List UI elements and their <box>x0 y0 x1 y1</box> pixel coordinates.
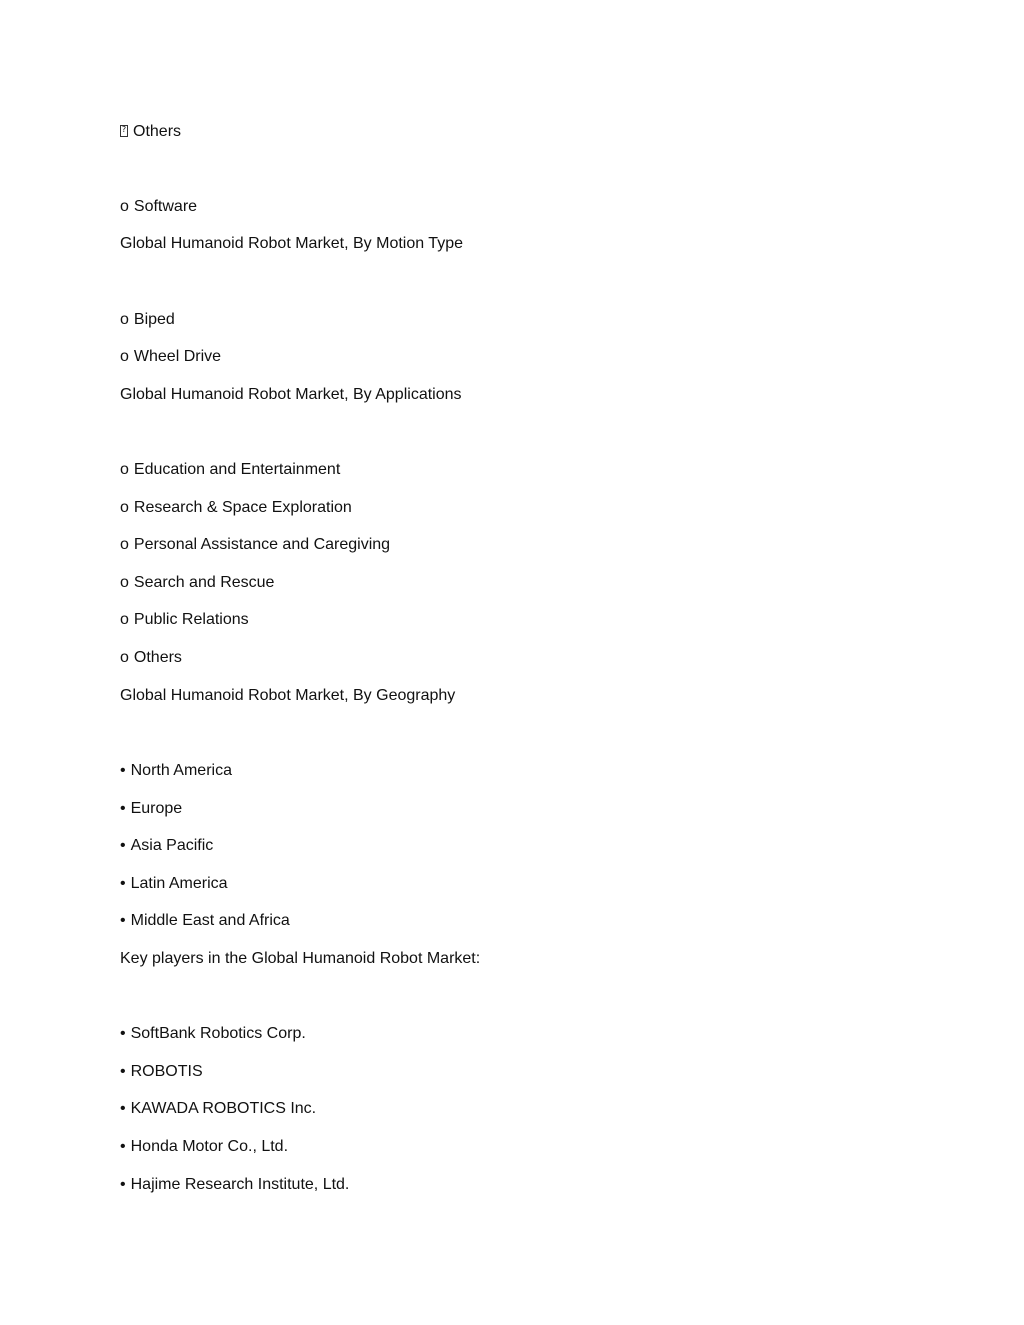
list-item-biped <box>120 310 175 330</box>
list-item-asia-pacific <box>120 836 213 856</box>
list-item-text: North America <box>130 762 232 779</box>
bullet: • <box>120 837 126 854</box>
bullet: • <box>120 1063 126 1080</box>
list-item-text: Asia Pacific <box>130 837 214 854</box>
list-item-text: Honda Motor Co., Ltd. <box>130 1138 289 1155</box>
list-item-text: Europe <box>130 800 183 817</box>
list-item-middle-east-africa <box>120 911 290 931</box>
bullet: • <box>120 1176 126 1193</box>
list-item-honda <box>120 1137 288 1157</box>
list-item-software <box>120 197 197 217</box>
bullet: • <box>120 1138 126 1155</box>
list-item-text: KAWADA ROBOTICS Inc. <box>130 1100 317 1117</box>
list-item-text: SoftBank Robotics Corp. <box>130 1025 306 1042</box>
bullet: • <box>120 912 126 929</box>
list-item-others <box>120 648 182 668</box>
list-item-europe <box>120 799 182 819</box>
circle-bullet: o <box>120 311 129 328</box>
section-heading-text: Key players in the Global Humanoid Robot Market: <box>120 950 481 967</box>
list-item-text: Hajime Research Institute, Ltd. <box>130 1176 350 1193</box>
list-item-public-relations <box>120 610 249 630</box>
list-item-text: Personal Assistance and Caregiving <box>133 536 391 553</box>
section-heading-key-players <box>120 949 480 969</box>
list-item-hajime <box>120 1175 349 1195</box>
circle-bullet: o <box>120 611 129 628</box>
missing-glyph-icon <box>120 125 128 137</box>
list-item-text: Biped <box>133 311 175 328</box>
bullet: • <box>120 800 126 817</box>
circle-bullet: o <box>120 348 129 365</box>
list-item-personal-assistance <box>120 535 390 555</box>
list-item-latin-america <box>120 874 228 894</box>
section-heading-geography <box>120 686 455 706</box>
list-item-text: Wheel Drive <box>133 348 222 365</box>
list-item-others-top <box>120 122 181 142</box>
list-item-search-rescue <box>120 573 274 593</box>
bullet: • <box>120 762 126 779</box>
list-item-text: Latin America <box>130 875 228 892</box>
list-item-kawada <box>120 1099 316 1119</box>
list-item-education <box>120 460 340 480</box>
circle-bullet: o <box>120 649 129 666</box>
bullet: • <box>120 1025 126 1042</box>
list-item-text: Research & Space Exploration <box>133 499 352 516</box>
list-item-text: Middle East and Africa <box>130 912 290 929</box>
section-heading-text: Global Humanoid Robot Market, By Geography <box>120 687 456 704</box>
circle-bullet: o <box>120 461 129 478</box>
list-item-north-america <box>120 761 232 781</box>
section-heading-text: Global Humanoid Robot Market, By Applications <box>120 386 462 403</box>
list-item-text: Others <box>133 123 182 140</box>
list-item-text: Search and Rescue <box>133 574 275 591</box>
list-item-text: Others <box>133 649 182 666</box>
list-item-research <box>120 498 352 518</box>
section-heading-text: Global Humanoid Robot Market, By Motion Type <box>120 235 463 252</box>
circle-bullet: o <box>120 574 129 591</box>
circle-bullet: o <box>120 499 129 516</box>
section-heading-motion-type <box>120 234 463 254</box>
bullet: • <box>120 1100 126 1117</box>
circle-bullet: o <box>120 536 129 553</box>
list-item-wheel-drive <box>120 347 221 367</box>
circle-bullet: o <box>120 198 129 215</box>
list-item-softbank <box>120 1024 306 1044</box>
list-item-text: Software <box>133 198 198 215</box>
section-heading-applications <box>120 385 462 405</box>
bullet: • <box>120 875 126 892</box>
list-item-text: Education and Entertainment <box>133 461 341 478</box>
list-item-text: Public Relations <box>133 611 249 628</box>
list-item-robotis <box>120 1062 203 1082</box>
list-item-text: ROBOTIS <box>130 1063 203 1080</box>
